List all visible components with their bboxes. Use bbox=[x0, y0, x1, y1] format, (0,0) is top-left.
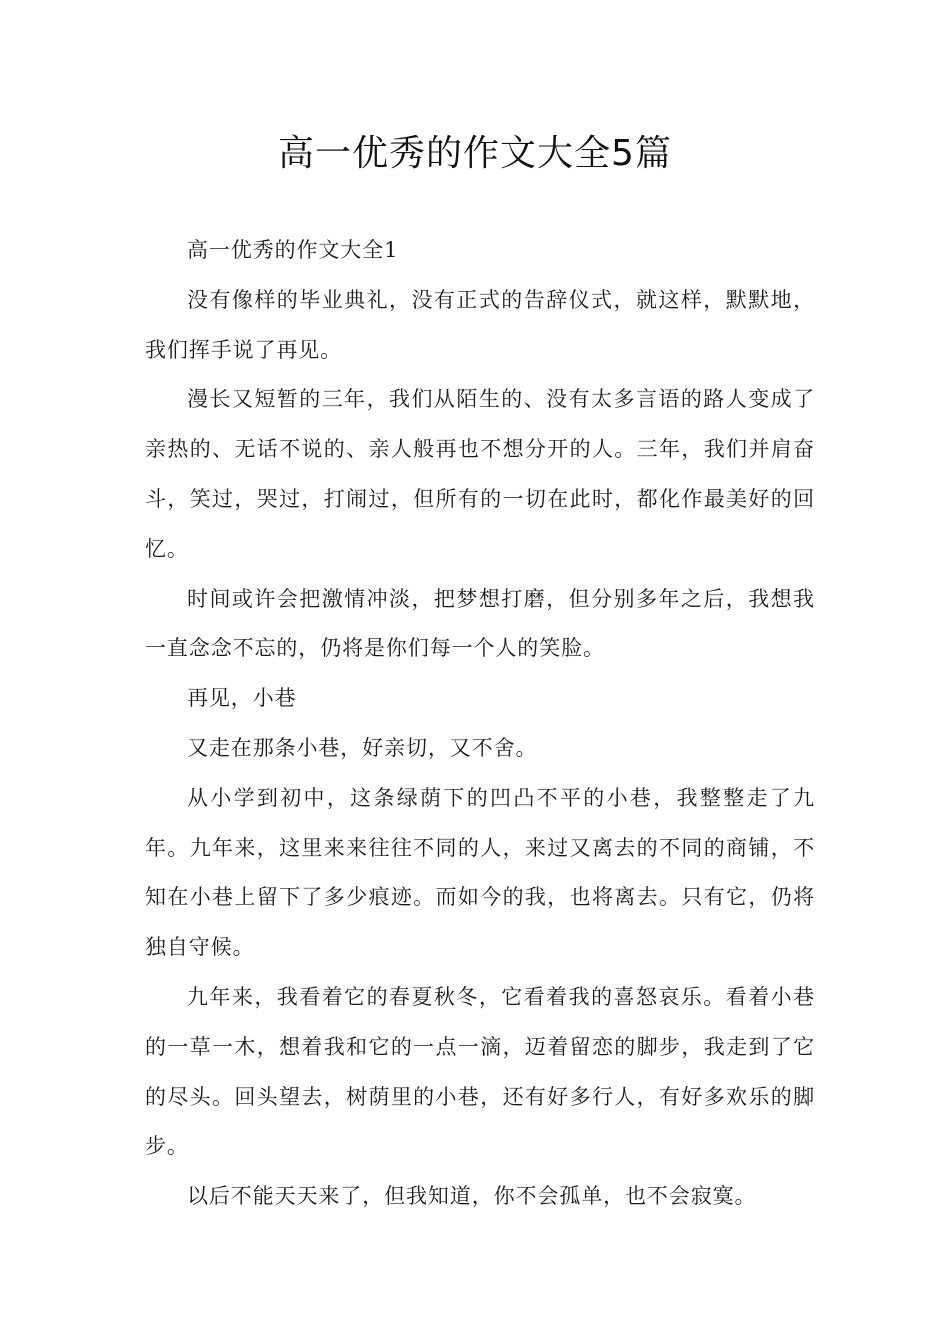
paragraph: 九年来，我看着它的春夏秋冬，它看着我的喜怒哀乐。看着小巷的一草一木，想着我和它的一点一滴，迈着留恋的脚步，我走到了它的尽头。回头望去，树荫里的小巷，还有好多行人，有好多欢乐的脚步。 bbox=[145, 984, 815, 1159]
paragraph: 时间或许会把激情冲淡，把梦想打磨，但分别多年之后，我想我一直念念不忘的，仍将是你们每一个人的笑脸。 bbox=[145, 586, 815, 661]
section-heading: 高一优秀的作文大全1 bbox=[187, 238, 399, 262]
paragraph: 没有像样的毕业典礼，没有正式的告辞仪式，就这样，默默地，我们挥手说了再见。 bbox=[145, 287, 815, 362]
document-title: 高一优秀的作文大全5篇 bbox=[278, 133, 672, 174]
paragraph: 漫长又短暂的三年，我们从陌生的、没有太多言语的路人变成了亲热的、无话不说的、亲人般再也不想分开的人。三年，我们并肩奋斗，笑过，哭过，打闹过，但所有的一切在此时，都化作最美好的回忆。 bbox=[145, 387, 815, 561]
paragraph: 以后不能天天来了，但我知道，你不会孤单，也不会寂寞。 bbox=[187, 1184, 757, 1209]
paragraph: 又走在那条小巷，好亲切，又不舍。 bbox=[187, 735, 538, 760]
paragraph: 从小学到初中，这条绿荫下的凹凸不平的小巷，我整整走了九年。九年来，这里来来往往不同的人，来过又离去的不同的商铺，不知在小巷上留下了多少痕迹。而如今的我，也将离去。只有它，仍将独自守候。 bbox=[145, 785, 815, 960]
document-body bbox=[145, 226, 815, 1222]
paragraph: 再见，小巷 bbox=[187, 686, 297, 711]
